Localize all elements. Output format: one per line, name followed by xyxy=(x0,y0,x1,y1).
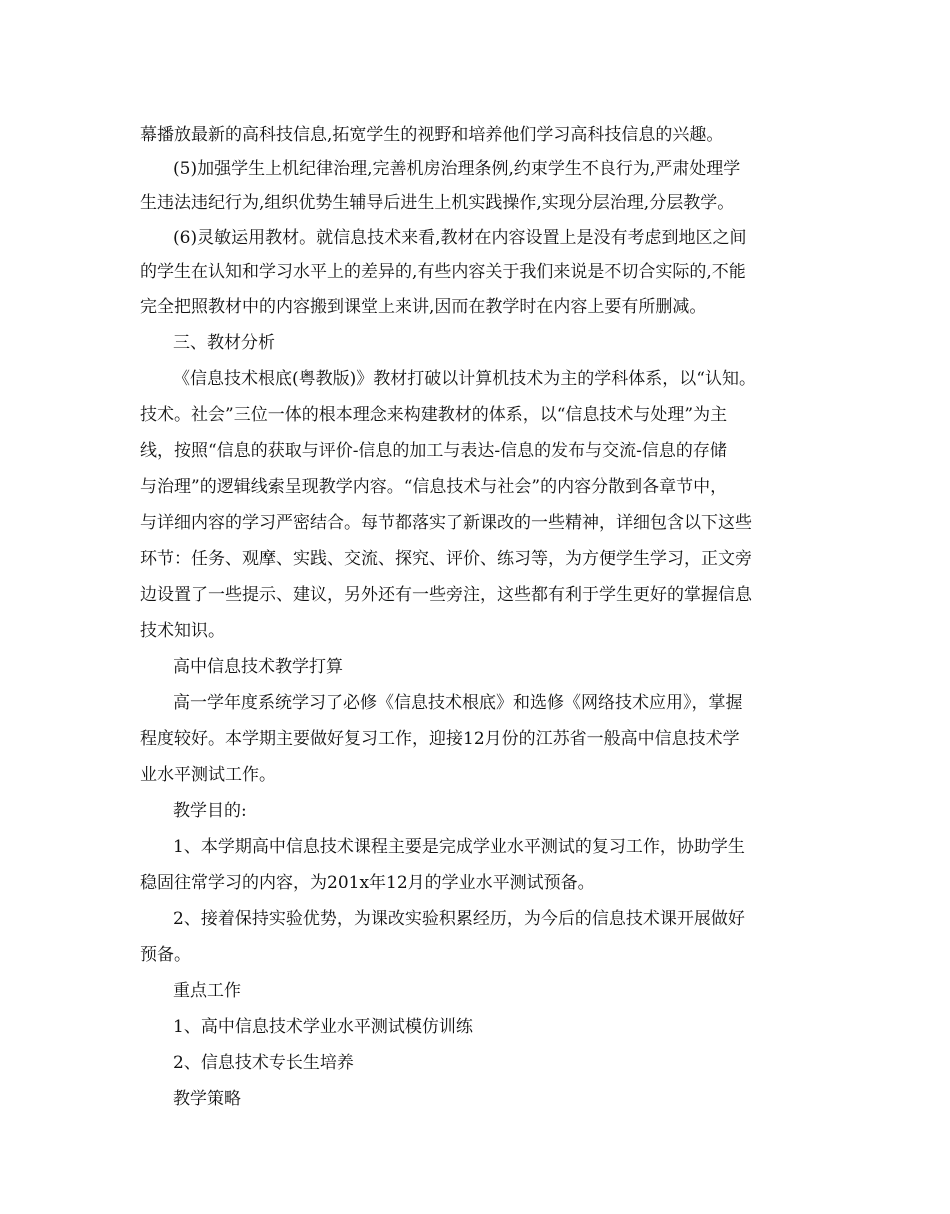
text-line-6: 完全把照教材中的内容搬到课堂上来讲,因而在教学时在内容上要有所删减。 xyxy=(140,297,707,317)
text-line-4: (6)灵敏运用教材。就信息技术来看,教材在内容设置上是没有考虑到地区之间 xyxy=(173,228,747,248)
section-heading-textbook-analysis: 三、教材分析 xyxy=(173,333,275,353)
text-line-11: 与治理”的逻辑线索呈现教学内容。“信息技术与社会”的内容分散到各章节中， xyxy=(140,477,728,497)
text-line-14: 边设置了一些提示、建议，另外还有一些旁注，这些都有利于学生更好的掌握信息 xyxy=(140,585,752,605)
list-item-2: 2、信息技术专长生培养 xyxy=(173,1053,354,1073)
section-heading-key-work: 重点工作 xyxy=(173,981,241,1001)
text-line-1: 幕播放最新的高科技信息,拓宽学生的视野和培养他们学习高科技信息的兴趣。 xyxy=(140,125,724,145)
text-line-22: 稳固往常学习的内容，为201x年12月的学业水平测试预备。 xyxy=(140,873,595,893)
text-line-3: 生违法违纪行为,组织优势生辅导后进生上机实践操作,实现分层治理,分层教学。 xyxy=(140,193,735,213)
section-heading-teaching-goals: 教学目的: xyxy=(173,801,247,821)
text-line-24: 预备。 xyxy=(140,945,191,965)
text-line-15: 技术知识。 xyxy=(140,621,225,641)
list-item-1: 1、高中信息技术学业水平测试模仿训练 xyxy=(173,1017,473,1037)
text-line-13: 环节：任务、观摩、实践、交流、探究、评价、练习等，为方便学生学习，正文旁 xyxy=(140,549,752,569)
text-line-19: 业水平测试工作。 xyxy=(140,765,276,785)
text-line-21: 1、本学期高中信息技术课程主要是完成学业水平测试的复习工作，协助学生 xyxy=(173,837,745,857)
section-heading-teaching-strategy: 教学策略 xyxy=(173,1089,241,1109)
text-line-17: 高一学年度系统学习了必修《信息技术根底》和选修《网络技术应用》，掌握 xyxy=(173,693,743,713)
text-line-9: 技术。社会”三位一体的根本理念来构建教材的体系，以“信息技术与处理”为主 xyxy=(140,405,728,425)
text-line-12: 与详细内容的学习严密结合。每节都落实了新课改的一些精神，详细包含以下这些 xyxy=(140,513,752,533)
text-line-2: (5)加强学生上机纪律治理,完善机房治理条例,约束学生不良行为,严肃处理学 xyxy=(173,159,741,179)
text-line-5: 的学生在认知和学习水平上的差异的,有些内容关于我们来说是不切合实际的,不能 xyxy=(140,262,746,282)
text-line-18: 程度较好。本学期主要做好复习工作，迎接12月份的江苏省一般高中信息技术学 xyxy=(140,729,740,749)
text-line-23: 2、接着保持实验优势，为课改实验积累经历，为今后的信息技术课开展做好 xyxy=(173,909,745,929)
section-heading-teaching-plan: 高中信息技术教学打算 xyxy=(173,657,343,677)
text-line-10: 线，按照“信息的获取与评价-信息的加工与表达-信息的发布与交流-信息的存储 xyxy=(140,441,727,461)
text-line-8: 《信息技术根底(粤教版)》教材打破以计算机技术为主的学科体系，以“认知。 xyxy=(173,369,756,389)
